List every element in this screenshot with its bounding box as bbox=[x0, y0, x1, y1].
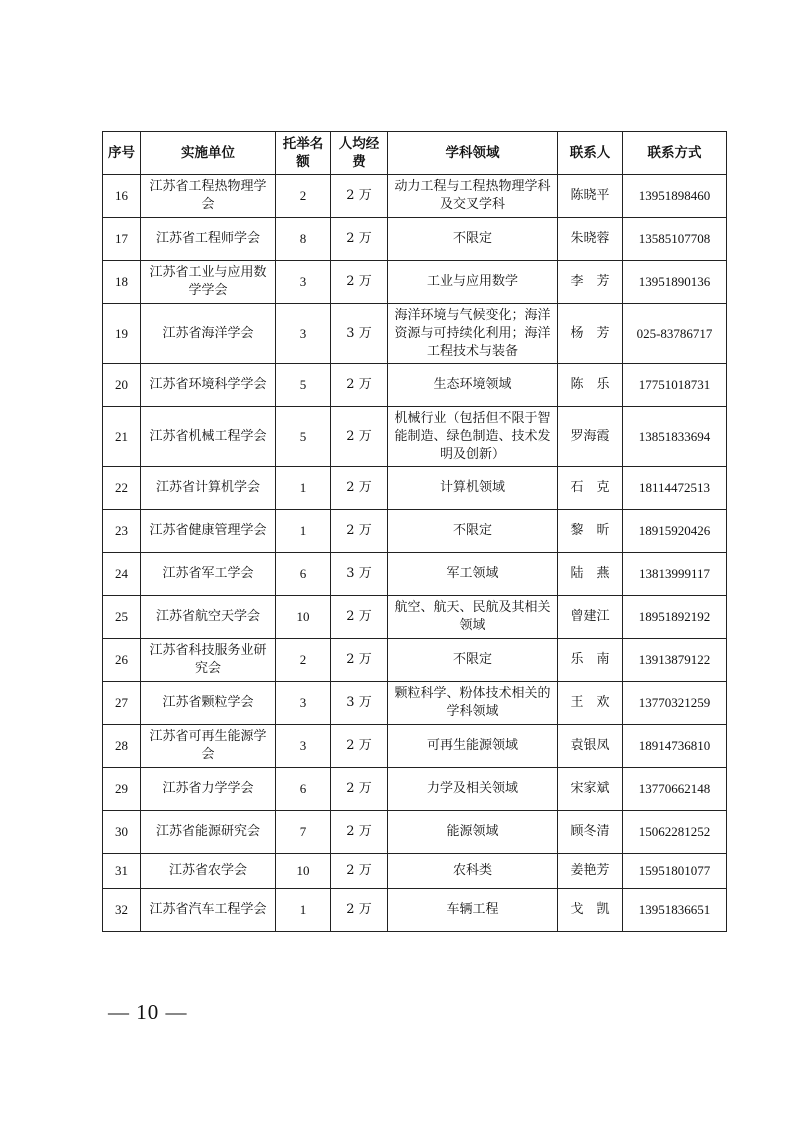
cell-contact: 宋家斌 bbox=[558, 768, 623, 811]
cell-quota: 3 bbox=[276, 725, 331, 768]
cell-unit: 江苏省海洋学会 bbox=[141, 304, 276, 364]
header-row bbox=[103, 132, 727, 175]
cell-seq: 17 bbox=[103, 218, 141, 261]
cell-contact: 陈 乐 bbox=[558, 364, 623, 407]
table-row bbox=[103, 768, 727, 811]
cell-funding: 2 万 bbox=[331, 364, 388, 407]
cell-contact: 姜艳芳 bbox=[558, 854, 623, 889]
cell-quota: 3 bbox=[276, 261, 331, 304]
cell-phone: 18114472513 bbox=[623, 467, 727, 510]
cell-quota: 2 bbox=[276, 639, 331, 682]
cell-quota: 1 bbox=[276, 467, 331, 510]
cell-seq: 28 bbox=[103, 725, 141, 768]
cell-funding: 2 万 bbox=[331, 596, 388, 639]
cell-funding: 2 万 bbox=[331, 510, 388, 553]
cell-field: 海洋环境与气候变化；海洋资源与可持续化利用；海洋工程技术与装备 bbox=[388, 304, 558, 364]
table-row bbox=[103, 854, 727, 889]
cell-quota: 8 bbox=[276, 218, 331, 261]
table-body bbox=[103, 175, 727, 932]
cell-field: 不限定 bbox=[388, 639, 558, 682]
header-funding: 人均经费 bbox=[331, 132, 388, 175]
cell-unit: 江苏省科技服务业研究会 bbox=[141, 639, 276, 682]
cell-contact: 杨 芳 bbox=[558, 304, 623, 364]
page-number: — 10 — bbox=[108, 1000, 188, 1024]
table-row bbox=[103, 639, 727, 682]
header-unit: 实施单位 bbox=[141, 132, 276, 175]
cell-unit: 江苏省农学会 bbox=[141, 854, 276, 889]
table-row bbox=[103, 811, 727, 854]
table-row bbox=[103, 261, 727, 304]
cell-phone: 18914736810 bbox=[623, 725, 727, 768]
header-contact: 联系人 bbox=[558, 132, 623, 175]
cell-unit: 江苏省汽车工程学会 bbox=[141, 889, 276, 932]
cell-funding: 2 万 bbox=[331, 639, 388, 682]
cell-quota: 10 bbox=[276, 596, 331, 639]
cell-unit: 江苏省计算机学会 bbox=[141, 467, 276, 510]
cell-field: 农科类 bbox=[388, 854, 558, 889]
table-row bbox=[103, 304, 727, 364]
header-phone: 联系方式 bbox=[623, 132, 727, 175]
cell-field: 可再生能源领域 bbox=[388, 725, 558, 768]
cell-quota: 5 bbox=[276, 364, 331, 407]
cell-unit: 江苏省力学学会 bbox=[141, 768, 276, 811]
cell-contact: 王 欢 bbox=[558, 682, 623, 725]
cell-seq: 29 bbox=[103, 768, 141, 811]
header-quota: 托举名额 bbox=[276, 132, 331, 175]
cell-phone: 13913879122 bbox=[623, 639, 727, 682]
cell-funding: 2 万 bbox=[331, 407, 388, 467]
cell-quota: 3 bbox=[276, 304, 331, 364]
cell-funding: 2 万 bbox=[331, 467, 388, 510]
cell-phone: 17751018731 bbox=[623, 364, 727, 407]
table-row bbox=[103, 364, 727, 407]
cell-quota: 6 bbox=[276, 768, 331, 811]
header-seq: 序号 bbox=[103, 132, 141, 175]
cell-quota: 7 bbox=[276, 811, 331, 854]
cell-field: 车辆工程 bbox=[388, 889, 558, 932]
cell-quota: 2 bbox=[276, 175, 331, 218]
cell-phone: 15951801077 bbox=[623, 854, 727, 889]
cell-seq: 31 bbox=[103, 854, 141, 889]
cell-funding: 2 万 bbox=[331, 811, 388, 854]
cell-unit: 江苏省健康管理学会 bbox=[141, 510, 276, 553]
cell-unit: 江苏省颗粒学会 bbox=[141, 682, 276, 725]
cell-seq: 20 bbox=[103, 364, 141, 407]
cell-field: 工业与应用数学 bbox=[388, 261, 558, 304]
table-row bbox=[103, 510, 727, 553]
cell-field: 颗粒科学、粉体技术相关的学科领域 bbox=[388, 682, 558, 725]
cell-field: 不限定 bbox=[388, 510, 558, 553]
cell-unit: 江苏省工程师学会 bbox=[141, 218, 276, 261]
cell-phone: 13951890136 bbox=[623, 261, 727, 304]
cell-funding: 2 万 bbox=[331, 725, 388, 768]
cell-quota: 5 bbox=[276, 407, 331, 467]
cell-unit: 江苏省工业与应用数学学会 bbox=[141, 261, 276, 304]
cell-field: 航空、航天、民航及其相关领域 bbox=[388, 596, 558, 639]
cell-quota: 10 bbox=[276, 854, 331, 889]
cell-phone: 13770321259 bbox=[623, 682, 727, 725]
cell-contact: 陆 燕 bbox=[558, 553, 623, 596]
cell-funding: 3 万 bbox=[331, 304, 388, 364]
cell-funding: 2 万 bbox=[331, 261, 388, 304]
cell-contact: 石 克 bbox=[558, 467, 623, 510]
cell-contact: 乐 南 bbox=[558, 639, 623, 682]
cell-phone: 15062281252 bbox=[623, 811, 727, 854]
table-row bbox=[103, 218, 727, 261]
cell-funding: 2 万 bbox=[331, 218, 388, 261]
cell-contact: 戈 凯 bbox=[558, 889, 623, 932]
cell-phone: 13951836651 bbox=[623, 889, 727, 932]
table-row bbox=[103, 889, 727, 932]
cell-phone: 13951898460 bbox=[623, 175, 727, 218]
cell-phone: 13770662148 bbox=[623, 768, 727, 811]
header-field: 学科领域 bbox=[388, 132, 558, 175]
cell-unit: 江苏省航空天学会 bbox=[141, 596, 276, 639]
cell-phone: 13585107708 bbox=[623, 218, 727, 261]
table-row bbox=[103, 682, 727, 725]
cell-quota: 1 bbox=[276, 510, 331, 553]
cell-unit: 江苏省工程热物理学会 bbox=[141, 175, 276, 218]
cell-field: 生态环境领域 bbox=[388, 364, 558, 407]
cell-unit: 江苏省可再生能源学会 bbox=[141, 725, 276, 768]
cell-unit: 江苏省环境科学学会 bbox=[141, 364, 276, 407]
cell-funding: 3 万 bbox=[331, 682, 388, 725]
cell-quota: 1 bbox=[276, 889, 331, 932]
cell-field: 不限定 bbox=[388, 218, 558, 261]
cell-phone: 18915920426 bbox=[623, 510, 727, 553]
data-table bbox=[102, 131, 727, 932]
cell-funding: 2 万 bbox=[331, 854, 388, 889]
table-row bbox=[103, 407, 727, 467]
cell-seq: 22 bbox=[103, 467, 141, 510]
cell-seq: 25 bbox=[103, 596, 141, 639]
cell-field: 力学及相关领域 bbox=[388, 768, 558, 811]
cell-contact: 陈晓平 bbox=[558, 175, 623, 218]
cell-seq: 18 bbox=[103, 261, 141, 304]
cell-funding: 3 万 bbox=[331, 553, 388, 596]
cell-field: 能源领域 bbox=[388, 811, 558, 854]
cell-field: 军工领域 bbox=[388, 553, 558, 596]
table-row bbox=[103, 175, 727, 218]
cell-unit: 江苏省军工学会 bbox=[141, 553, 276, 596]
table-row bbox=[103, 467, 727, 510]
cell-unit: 江苏省机械工程学会 bbox=[141, 407, 276, 467]
cell-seq: 21 bbox=[103, 407, 141, 467]
cell-field: 计算机领域 bbox=[388, 467, 558, 510]
cell-seq: 16 bbox=[103, 175, 141, 218]
cell-quota: 3 bbox=[276, 682, 331, 725]
cell-seq: 26 bbox=[103, 639, 141, 682]
cell-contact: 朱晓蓉 bbox=[558, 218, 623, 261]
table-row bbox=[103, 553, 727, 596]
cell-seq: 32 bbox=[103, 889, 141, 932]
cell-phone: 025-83786717 bbox=[623, 304, 727, 364]
cell-seq: 24 bbox=[103, 553, 141, 596]
cell-contact: 黎 昕 bbox=[558, 510, 623, 553]
cell-phone: 13813999117 bbox=[623, 553, 727, 596]
cell-quota: 6 bbox=[276, 553, 331, 596]
cell-funding: 2 万 bbox=[331, 768, 388, 811]
cell-seq: 27 bbox=[103, 682, 141, 725]
cell-contact: 罗海霞 bbox=[558, 407, 623, 467]
cell-contact: 袁银凤 bbox=[558, 725, 623, 768]
cell-contact: 曾建江 bbox=[558, 596, 623, 639]
cell-funding: 2 万 bbox=[331, 175, 388, 218]
table-row bbox=[103, 596, 727, 639]
cell-contact: 顾冬清 bbox=[558, 811, 623, 854]
cell-field: 动力工程与工程热物理学科及交叉学科 bbox=[388, 175, 558, 218]
cell-phone: 13851833694 bbox=[623, 407, 727, 467]
cell-phone: 18951892192 bbox=[623, 596, 727, 639]
cell-seq: 19 bbox=[103, 304, 141, 364]
cell-funding: 2 万 bbox=[331, 889, 388, 932]
cell-contact: 李 芳 bbox=[558, 261, 623, 304]
cell-seq: 30 bbox=[103, 811, 141, 854]
cell-unit: 江苏省能源研究会 bbox=[141, 811, 276, 854]
cell-seq: 23 bbox=[103, 510, 141, 553]
cell-field: 机械行业（包括但不限于智能制造、绿色制造、技术发明及创新） bbox=[388, 407, 558, 467]
table-row bbox=[103, 725, 727, 768]
